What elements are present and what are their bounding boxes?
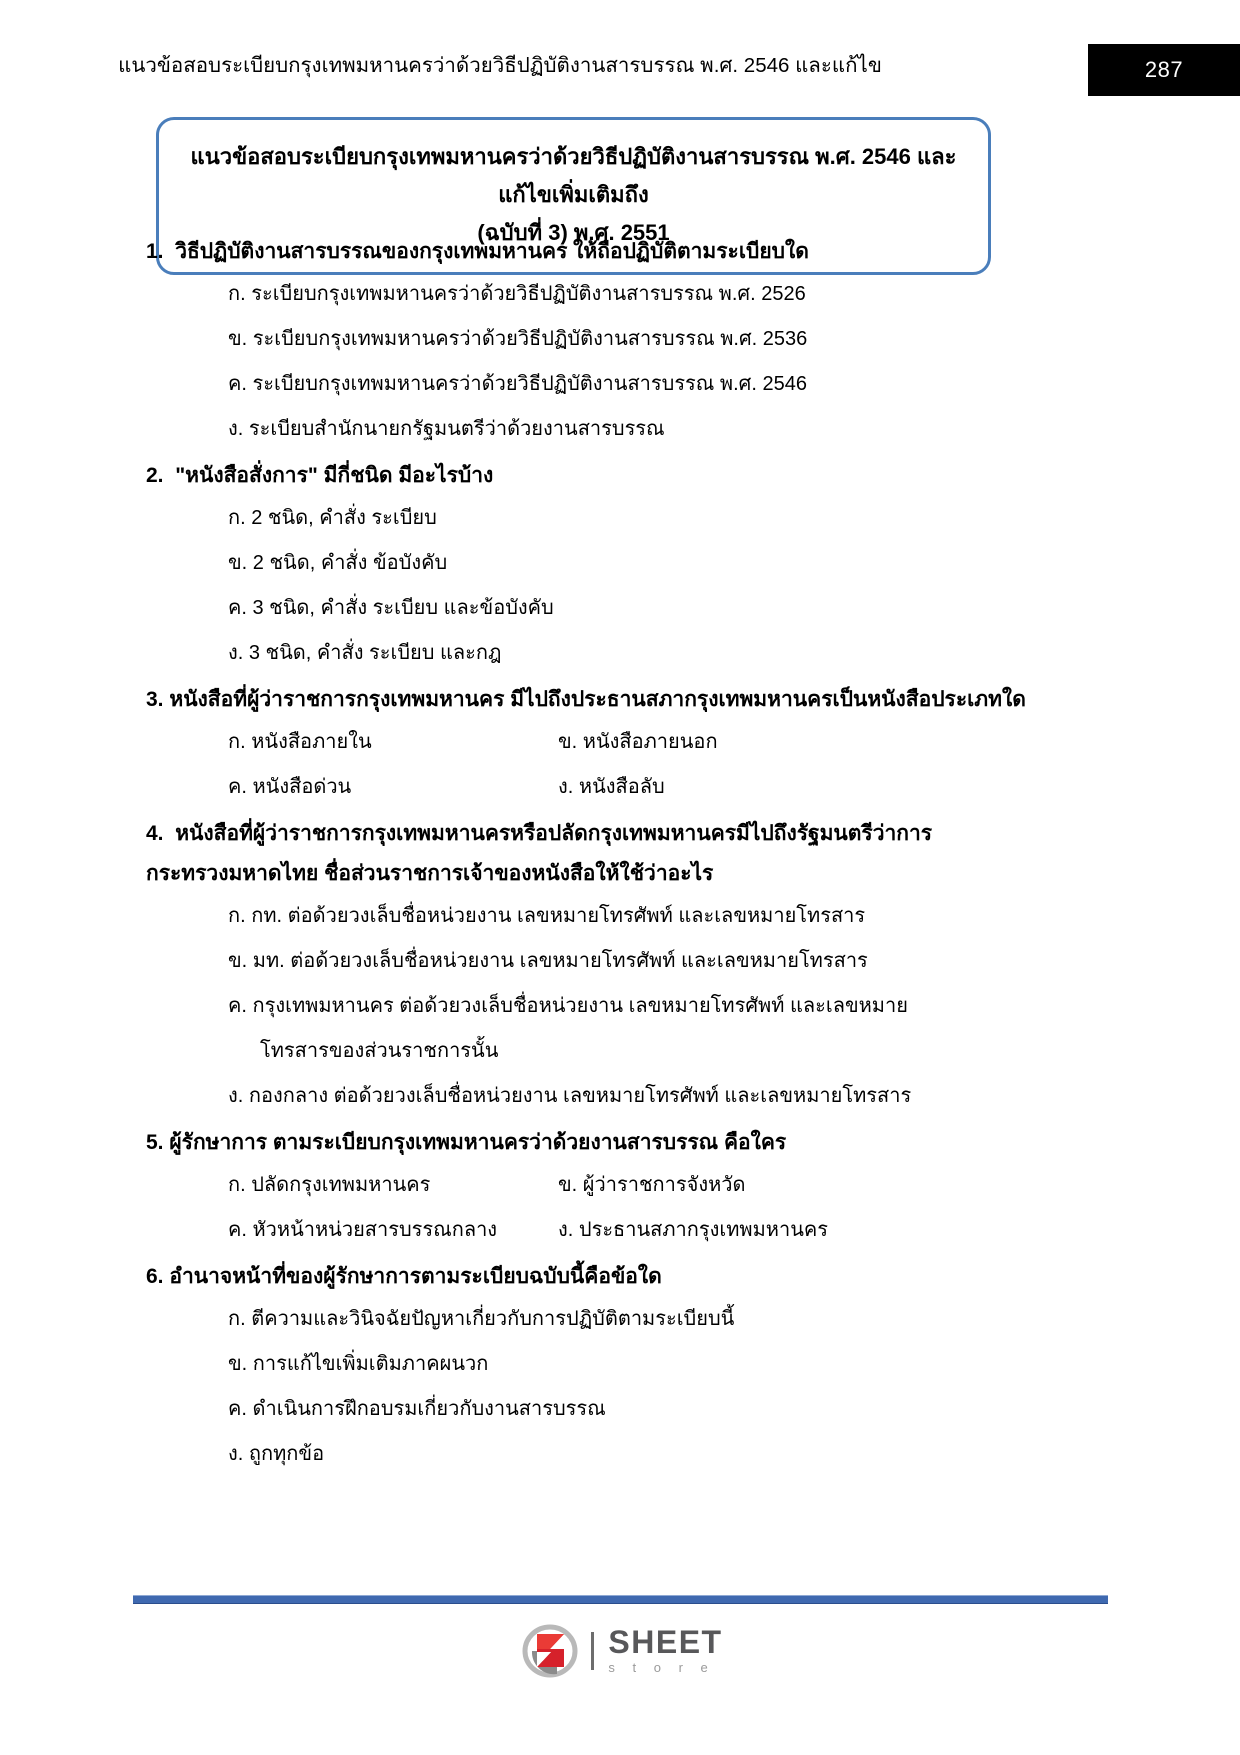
options-5: [0, 1163, 1240, 1253]
question-text-2: "หนังสือสั่งการ" มีกี่ชนิด มีอะไรบ้าง: [175, 464, 494, 487]
question-stem-6: [0, 1257, 1240, 1297]
question-stem-5: [0, 1123, 1240, 1163]
sheetstore-s-icon: [517, 1622, 583, 1680]
options-4: [0, 894, 1240, 1119]
options-6: [0, 1297, 1240, 1477]
option-1-a[interactable]: ก. ระเบียบกรุงเทพมหานครว่าด้วยวิธีปฏิบัติงานสารบรรณ พ.ศ. 2526: [228, 283, 806, 305]
option-6-d[interactable]: ง. ถูกทุกข้อ: [228, 1443, 325, 1465]
document-title-line-2: (ฉบับที่ 3) พ.ศ. 2551: [477, 220, 670, 245]
options-2: [0, 496, 1240, 676]
question-text-6: อำนาจหน้าที่ของผู้รักษาการตามระเบียบฉบับนี้คือข้อใด: [169, 1265, 662, 1288]
question-number-2: 2.: [146, 464, 164, 487]
question-text-3: หนังสือที่ผู้ว่าราชการกรุงเทพมหานคร มีไปถึงประธานสภากรุงเทพมหานครเป็นหนังสือประเภทใด: [169, 688, 1026, 711]
option-1-c[interactable]: ค. ระเบียบกรุงเทพมหานครว่าด้วยวิธีปฏิบัติงานสารบรรณ พ.ศ. 2546: [228, 373, 807, 395]
option-6-a[interactable]: ก. ตีความและวินิจฉัยปัญหาเกี่ยวกับการปฏิบัติตามระเบียบนี้: [228, 1308, 735, 1330]
option-3-b[interactable]: ข. หนังสือภายนอก: [558, 731, 718, 753]
option-1-b[interactable]: ข. ระเบียบกรุงเทพมหานครว่าด้วยวิธีปฏิบัติงานสารบรรณ พ.ศ. 2536: [228, 328, 808, 350]
question-item-5: [0, 1123, 1240, 1253]
question-item-3: [0, 680, 1240, 810]
question-stem-1: [0, 232, 1240, 272]
question-stem-4-continued: กระทรวงมหาดไทย ชื่อส่วนราชการเจ้าของหนังสือให้ใช้ว่าอะไร: [146, 862, 714, 885]
question-item-4: [0, 814, 1240, 1119]
running-title: แนวข้อสอบระเบียบกรุงเทพมหานครว่าด้วยวิธีปฏิบัติงานสารบรรณ พ.ศ. 2546 และแก้ไข: [118, 54, 882, 77]
option-3-d[interactable]: ง. หนังสือลับ: [558, 776, 665, 798]
question-number-6: 6.: [146, 1265, 164, 1288]
option-5-d[interactable]: ง. ประธานสภากรุงเทพมหานคร: [558, 1219, 828, 1241]
page-number-badge: [1088, 44, 1240, 96]
question-text-1: วิธีปฏิบัติงานสารบรรณของกรุงเทพมหานคร ให้ถือปฏิบัติตามระเบียบใด: [175, 240, 809, 263]
logo-divider: [591, 1632, 594, 1670]
question-stem-4: [0, 814, 1240, 854]
option-row-3-2: [0, 765, 1240, 810]
question-text-5: ผู้รักษาการ ตามระเบียบกรุงเทพมหานครว่าด้วยงานสารบรรณ คือใคร: [169, 1131, 787, 1154]
question-text-4: หนังสือที่ผู้ว่าราชการกรุงเทพมหานครหรือปลัดกรุงเทพมหานครมีไปถึงรัฐมนตรีว่าการ: [175, 822, 933, 845]
option-5-a[interactable]: ก. ปลัดกรุงเทพมหานคร: [228, 1174, 431, 1196]
option-3-a[interactable]: ก. หนังสือภายใน: [228, 731, 372, 753]
question-item-6: [0, 1257, 1240, 1477]
question-number-4: 4.: [146, 822, 164, 845]
footer-divider: [133, 1595, 1108, 1604]
option-row-3-1: [0, 720, 1240, 765]
question-item-1: [0, 232, 1240, 452]
option-4-d[interactable]: ง. กองกลาง ต่อด้วยวงเล็บชื่อหน่วยงาน เลขหมายโทรศัพท์ และเลขหมายโทรสาร: [228, 1085, 912, 1107]
option-row-5-2: [0, 1208, 1240, 1253]
option-2-b[interactable]: ข. 2 ชนิด, คำสั่ง ข้อบังคับ: [228, 552, 448, 574]
question-item-2: [0, 456, 1240, 676]
questions-list: [0, 232, 1240, 1481]
option-5-b[interactable]: ข. ผู้ว่าราชการจังหวัด: [558, 1174, 746, 1196]
question-number-1: 1.: [146, 240, 164, 263]
option-4-c[interactable]: ค. กรุงเทพมหานคร ต่อด้วยวงเล็บชื่อหน่วยงาน เลขหมายโทรศัพท์ และเลขหมาย: [228, 995, 908, 1017]
options-3: [0, 720, 1240, 810]
sheetstore-logo: [0, 1622, 1240, 1680]
option-5-c[interactable]: ค. หัวหน้าหน่วยสารบรรณกลาง: [228, 1219, 498, 1241]
logo-store-text: s t o r e: [608, 1660, 715, 1675]
option-6-b[interactable]: ข. การแก้ไขเพิ่มเติมภาคผนวก: [228, 1353, 489, 1375]
question-number-3: 3.: [146, 688, 164, 711]
page-footer: [0, 1550, 1240, 1755]
option-3-c[interactable]: ค. หนังสือด่วน: [228, 776, 352, 798]
logo-wordmark: [608, 1626, 722, 1676]
question-number-5: 5.: [146, 1131, 164, 1154]
question-stem-2: [0, 456, 1240, 496]
page-number-text: 287: [1144, 57, 1184, 82]
option-2-d[interactable]: ง. 3 ชนิด, คำสั่ง ระเบียบ และกฎ: [228, 642, 502, 664]
option-2-a[interactable]: ก. 2 ชนิด, คำสั่ง ระเบียบ: [228, 507, 437, 529]
option-1-d[interactable]: ง. ระเบียบสำนักนายกรัฐมนตรีว่าด้วยงานสารบรรณ: [228, 418, 665, 440]
option-4-a[interactable]: ก. กท. ต่อด้วยวงเล็บชื่อหน่วยงาน เลขหมายโทรศัพท์ และเลขหมายโทรสาร: [228, 905, 866, 927]
options-1: [0, 272, 1240, 452]
option-4-b[interactable]: ข. มท. ต่อด้วยวงเล็บชื่อหน่วยงาน เลขหมายโทรศัพท์ และเลขหมายโทรสาร: [228, 950, 868, 972]
document-title-line-1: แนวข้อสอบระเบียบกรุงเทพมหานครว่าด้วยวิธีปฏิบัติงานสารบรรณ พ.ศ. 2546 และแก้ไขเพิ่มเติมถึง: [190, 144, 957, 207]
option-2-c[interactable]: ค. 3 ชนิด, คำสั่ง ระเบียบ และข้อบังคับ: [228, 597, 554, 619]
option-6-c[interactable]: ค. ดำเนินการฝึกอบรมเกี่ยวกับงานสารบรรณ: [228, 1398, 606, 1420]
option-row-5-1: [0, 1163, 1240, 1208]
question-stem-3: [0, 680, 1240, 720]
logo-sheet-text: SHEET: [608, 1624, 723, 1660]
option-4-c-continued: โทรสารของส่วนราชการนั้น: [260, 1040, 499, 1062]
page-header: [0, 0, 1240, 96]
